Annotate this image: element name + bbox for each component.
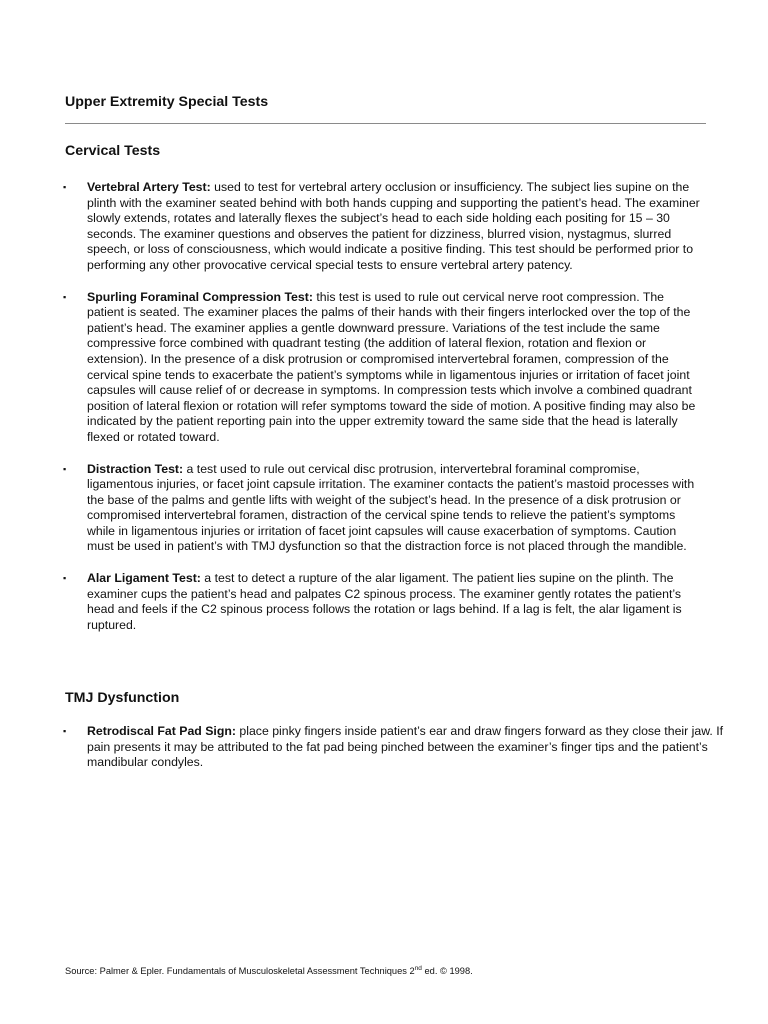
source-text-end: ed. © 1998. [421,966,473,977]
bullet-icon: ▪ [63,726,67,736]
source-text: Source: Palmer & Epler. Fundamentals of Musculoskeletal Assessment Techniques 2 [65,966,415,977]
source-superscript: nd [414,965,422,972]
test-name: Vertebral Artery Test: [87,180,211,194]
test-name: Spurling Foraminal Compression Test: [87,289,313,304]
section-heading-tmj: TMJ Dysfunction [65,690,180,706]
test-description: a test used to rule out cervical disc protrusion, intervertebral foraminal compromise, ligamentous injuries, or facet joint capsule irritation. The examiner contacts the patient’s mastoid processes with the base of the palms and gentle lifts with weight of the subject’s head. In the presence of a disk protrusion or compromised intervertebral foramen, distraction of the cervical spine tends to relieve the patient’s symptoms while in ligamentous injuries or irritation of facet joint capsules will cause exacerbation of symptoms. Caution must be used in patient’s with TMJ dysfunction so that the distraction force is not placed through the mandible. [87,461,695,554]
test-name: Retrodiscal Fat Pad Sign: [87,724,236,738]
test-item-retrodiscal-fat-pad [0,724,742,771]
test-item-alar-ligament [0,571,704,633]
test-name: Distraction Test: [87,461,184,476]
test-description: this test is used to rule out cervical nerve root compression. The patient is seated. The examiner places the palms of their hands with their fingers interlocked over the top of the patient’s head. The examiner applies a gentle downward pressure. Variations of the test include the same compressive force combined with quadrant testing (the addition of lateral flexion, rotation and flexion or extension). In the presence of a disk protrusion or compromised intervertebral foramen, compression of the cervical spine tends to exacerbate the patient’s symptoms while in ligamentous injuries or irritation of facet joint capsules will cause relief of or decrease in symptoms. In compression tests which involve a combined quadrant position of lateral flexion or rotation will refer symptoms toward the side of motion. A positive finding may also be indicated by the patient reporting pain into the upper extremity toward the same side that the head is laterally flexed or rotated toward. [87,289,696,444]
test-description: used to test for vertebral artery occlusion or insufficiency. The subject lies supine on the plinth with the examiner seated behind with both hands cupping and supporting the patient’s head. The examiner slowly extends, rotates and laterally flexes the subject’s head to each side holding each positing for 15 – 30 seconds. The examiner questions and observes the patient for dizziness, blurred vision, nystagmus, slurred speech, or loss of consciousness, which would indicate a positive finding. This test should be performed prior to performing any other provocative cervical special tests to ensure vertebral artery patency. [87,180,700,272]
test-item-vertebral-artery [0,180,704,274]
test-item-distraction [0,462,704,556]
test-item-spurling [0,290,704,446]
section-heading-cervical: Cervical Tests [65,143,161,159]
bullet-icon: ▪ [63,463,67,474]
cervical-tests-list [0,180,768,649]
bullet-icon: ▪ [63,573,67,584]
test-description: a test to detect a rupture of the alar ligament. The patient lies supine on the plinth. The examiner cups the patient’s head and palpates C2 spinous process. The examiner gently rotates the patient’s head and feels if the C2 spinous process follows the rotation or lags behind. If a lag is felt, the alar ligament is ruptured. [87,571,682,632]
tmj-tests-list [0,724,768,787]
title-divider [65,123,706,124]
test-description: place pinky fingers inside patient’s ear and draw fingers forward as they close their jaw. If pain presents it may be attributed to the fat pad being pinched between the examiner’s finger tips and the patient’s mandibular condyles. [87,724,724,770]
source-citation [65,965,473,976]
bullet-icon: ▪ [63,182,67,192]
bullet-icon: ▪ [63,291,67,302]
test-name: Alar Ligament Test: [87,571,201,586]
document-title: Upper Extremity Special Tests [65,94,269,110]
